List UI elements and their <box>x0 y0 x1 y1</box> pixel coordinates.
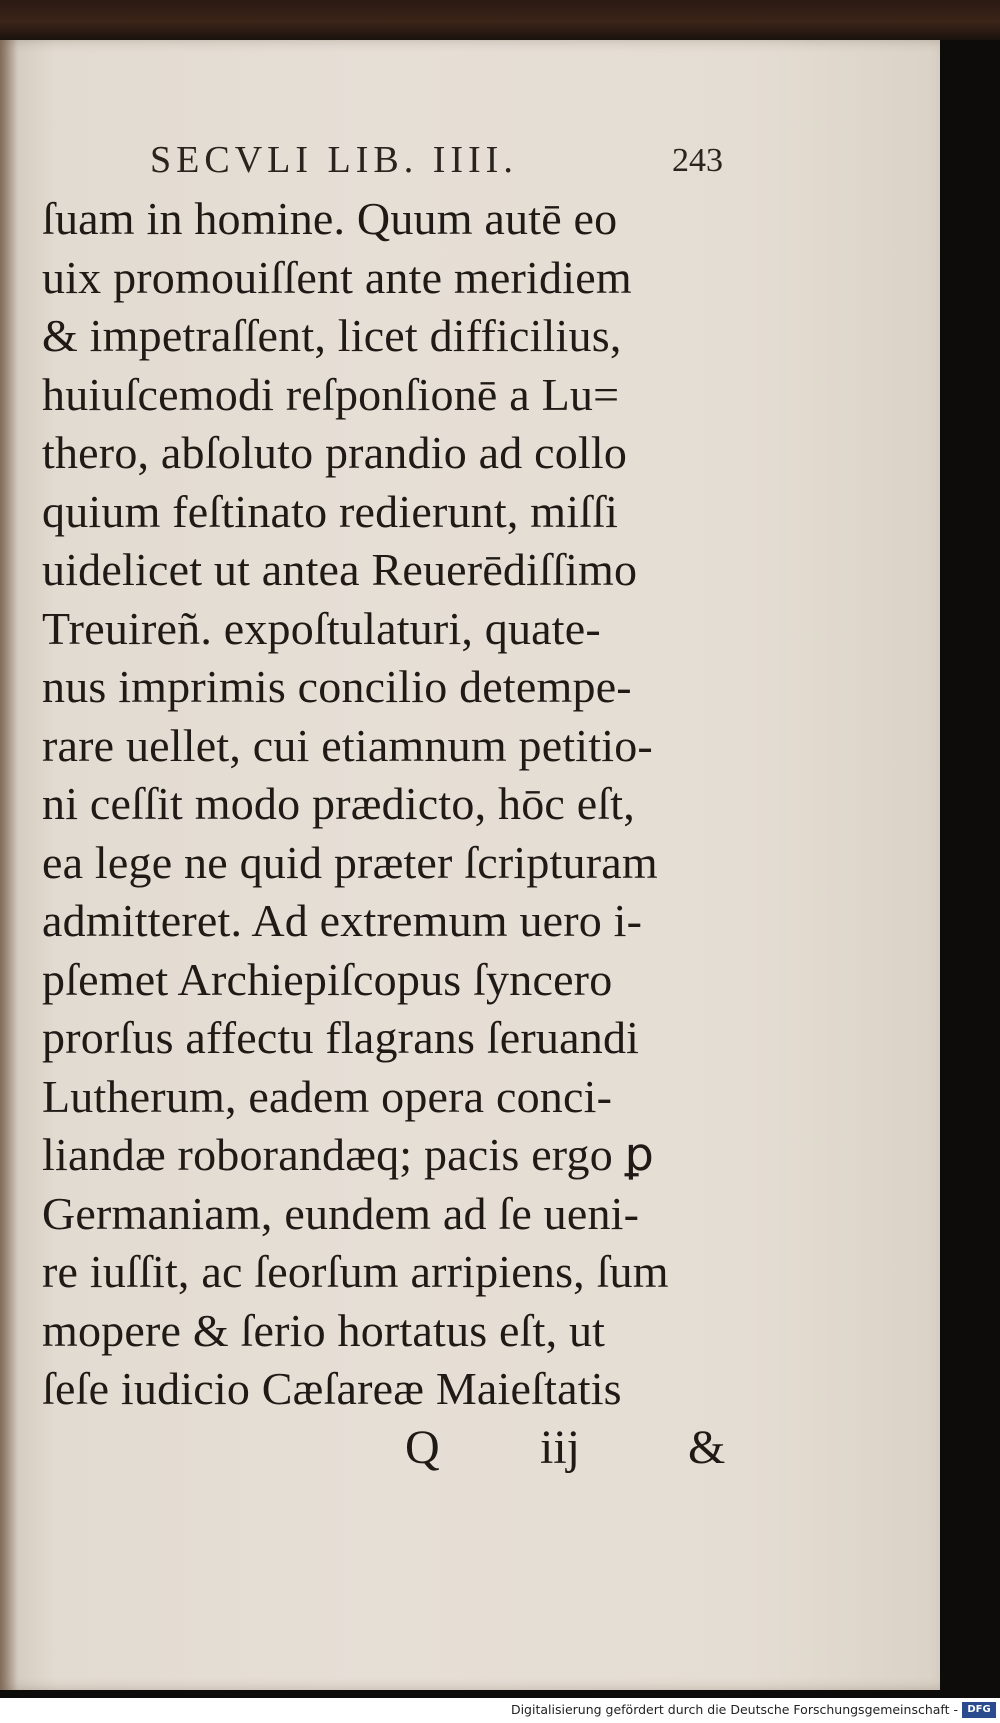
text-line: nus imprimis concilio detempe- <box>42 661 632 712</box>
running-head: SECVLI LIB. IIII. <box>150 139 518 181</box>
page-number: 243 <box>672 142 723 179</box>
text-line: & impetraſſent, licet difficilius, <box>42 310 622 361</box>
text-line: Germaniam, eundem ad ſe ueni- <box>42 1187 640 1239</box>
catchword: & <box>688 1421 726 1474</box>
signature-number: iij <box>540 1421 581 1474</box>
text-line: ea lege ne quid præter ſcripturam <box>42 836 658 888</box>
digitization-footer <box>0 1698 1000 1723</box>
signature-mark: Q <box>405 1421 440 1474</box>
text-line: mopere & ſerio hortatus eſt, ut <box>42 1304 606 1356</box>
text-line: pſemet Archiepiſcopus ſyncero <box>42 953 613 1005</box>
catchword-line <box>0 1420 940 1490</box>
text-line: uix promouiſſent ante meridiem <box>42 251 632 303</box>
text-line: huiuſcemodi reſponſionē a Lu= <box>42 368 620 420</box>
text-line: liandæ roborandæq; pacis ergo ꝑ <box>42 1129 654 1180</box>
text-line: Lutherum, eadem opera conci- <box>42 1070 613 1122</box>
text-block <box>42 190 732 1419</box>
text-line: ſeſe iudicio Cæſareæ Maieſtatis <box>42 1363 622 1414</box>
footer-credit: Digitalisierung gefördert durch die Deutsche Forschungsgemeinschaft - <box>510 1702 958 1717</box>
text-line: quium feſtinato redierunt, miſſi <box>42 485 619 537</box>
text-line: Treuireñ. expoſtulaturi, quate- <box>42 602 601 654</box>
text-line: thero, abſoluto prandio ad collo <box>42 427 628 478</box>
text-line: prorſus affectu flagrans ſeruandi <box>42 1012 640 1063</box>
text-line: ni ceſſit modo prædicto, hōc eſt, <box>42 778 635 829</box>
text-line: admitteret. Ad extremum uero i- <box>42 895 643 946</box>
text-line: rare uellet, cui etiamnum petitio- <box>42 719 653 771</box>
text-line: uidelicet ut antea Reuerēdiſſimo <box>42 544 638 595</box>
text-line: ſuam in homine. Quum autē eo <box>42 193 618 244</box>
book-top-edge <box>0 0 1000 40</box>
dfg-logo-icon: DFG <box>962 1702 996 1718</box>
text-line: re iuſſit, ac ſeorſum arripiens, ſum <box>42 1246 669 1297</box>
